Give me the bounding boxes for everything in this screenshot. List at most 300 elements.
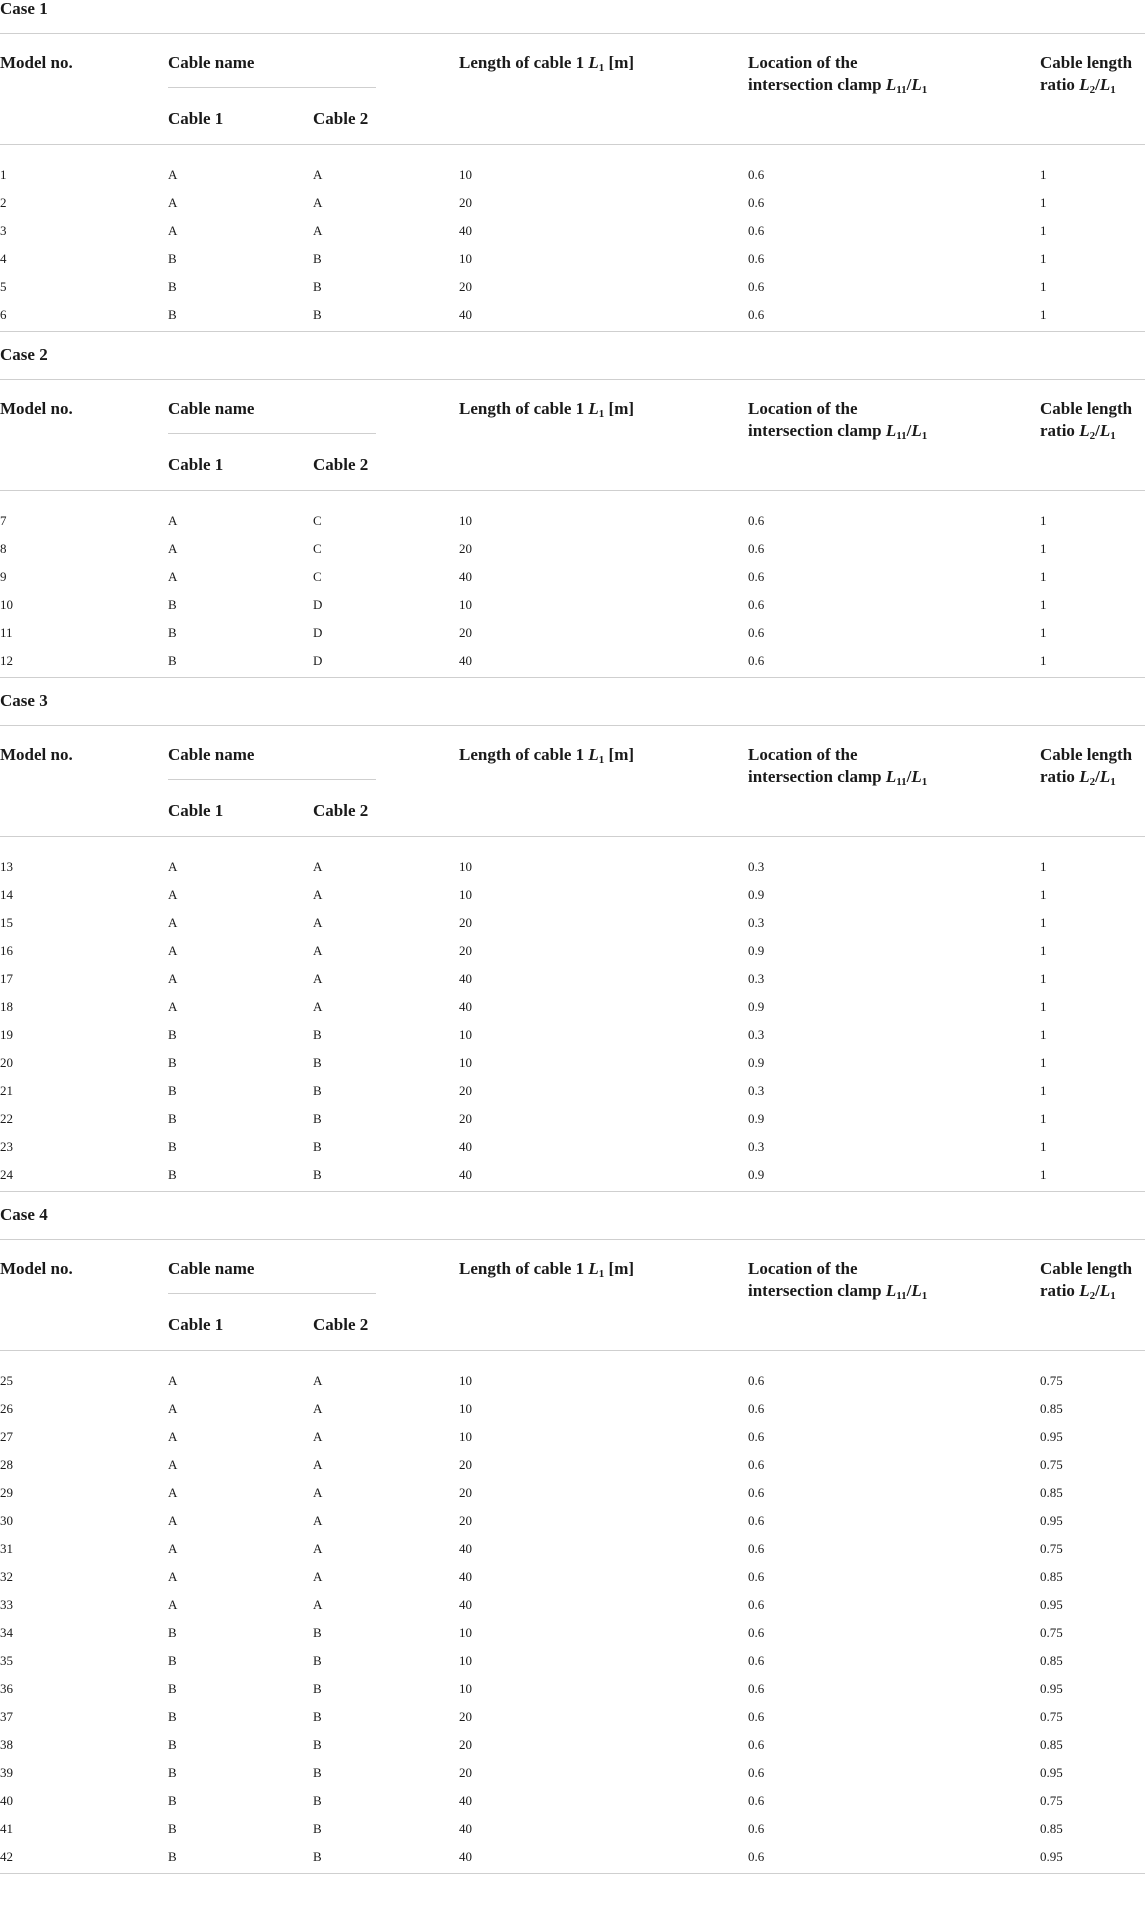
table-body <box>0 145 1145 332</box>
cell-ratio: 1 <box>1040 307 1047 322</box>
cell-model-no: 29 <box>0 1485 13 1500</box>
cell-cable-2: C <box>313 513 322 528</box>
header-location-var2: L <box>911 421 922 440</box>
header-cable-1: Cable 1 <box>168 801 224 820</box>
header-divider <box>168 87 376 88</box>
cell-length: 10 <box>459 513 472 528</box>
header-model-no: Model no. <box>0 1259 73 1278</box>
header-length-label: Length of cable 1 <box>459 399 585 418</box>
cell-cable-2: D <box>313 597 323 612</box>
cell-ratio: 1 <box>1040 513 1047 528</box>
header-cable-2: Cable 2 <box>313 455 369 474</box>
cell-model-no: 42 <box>0 1849 13 1864</box>
header-length-sub: 1 <box>598 62 605 74</box>
cell-cable-2: D <box>313 625 323 640</box>
cell-model-no: 2 <box>0 195 7 210</box>
header-model-no: Model no. <box>0 399 73 418</box>
header-location <box>748 398 988 447</box>
header-ratio-sub1: 2 <box>1089 1290 1096 1302</box>
header-ratio-var1: L <box>1079 75 1090 94</box>
header-location-sub2: 1 <box>921 776 928 788</box>
cell-cable-1: A <box>168 1401 178 1416</box>
table-row <box>0 1451 1145 1479</box>
table-row <box>0 1647 1145 1675</box>
cell-location: 0.6 <box>748 167 765 182</box>
header-location-sub1: 11 <box>896 1290 907 1302</box>
cell-length: 10 <box>459 1681 472 1696</box>
header-length-sub: 1 <box>598 408 605 420</box>
cell-length: 20 <box>459 1083 472 1098</box>
cell-length: 40 <box>459 1849 472 1864</box>
cell-cable-2: B <box>313 1793 322 1808</box>
cell-ratio: 1 <box>1040 625 1047 640</box>
cell-cable-1: B <box>168 1681 177 1696</box>
cell-length: 10 <box>459 1055 472 1070</box>
header-length-var: L <box>588 745 599 764</box>
cell-cable-2: B <box>313 1737 322 1752</box>
cell-location: 0.6 <box>748 1765 765 1780</box>
cell-ratio: 1 <box>1040 597 1047 612</box>
cell-cable-2: B <box>313 1821 322 1836</box>
cell-ratio: 0.95 <box>1040 1429 1063 1444</box>
table-row <box>0 1703 1145 1731</box>
cell-cable-2: B <box>313 251 322 266</box>
header-model-no: Model no. <box>0 53 73 72</box>
cell-cable-2: A <box>313 195 323 210</box>
cell-cable-2: B <box>313 1055 322 1070</box>
cell-length: 40 <box>459 999 472 1014</box>
cell-cable-2: A <box>313 223 323 238</box>
header-ratio-line1: Cable length <box>1040 745 1133 764</box>
case-table <box>0 692 1145 1206</box>
table-row <box>0 881 1145 909</box>
header-location-sub2: 1 <box>921 84 928 96</box>
cell-location: 0.6 <box>748 1373 765 1388</box>
header-length-unit: [m] <box>608 745 635 764</box>
cell-cable-2: B <box>313 1083 322 1098</box>
cell-ratio: 1 <box>1040 859 1047 874</box>
cell-length: 10 <box>459 1653 472 1668</box>
table-row <box>0 1049 1145 1077</box>
header-ratio-var1: L <box>1079 1281 1090 1300</box>
cell-location: 0.6 <box>748 1793 765 1808</box>
cell-cable-2: B <box>313 1139 322 1154</box>
table-row <box>0 1535 1145 1563</box>
header-ratio-slash: / <box>1095 1281 1100 1300</box>
table-row <box>0 909 1145 937</box>
cell-location: 0.6 <box>748 1681 765 1696</box>
table-row <box>0 591 1145 619</box>
header-cable-1: Cable 1 <box>168 109 224 128</box>
cell-location: 0.6 <box>748 569 765 584</box>
cell-cable-2: B <box>313 1625 322 1640</box>
table-row <box>0 1843 1145 1871</box>
cell-length: 10 <box>459 859 472 874</box>
cell-cable-1: B <box>168 1111 177 1126</box>
cell-cable-1: B <box>168 251 177 266</box>
cell-length: 10 <box>459 1625 472 1640</box>
cell-cable-2: A <box>313 971 323 986</box>
table-row <box>0 1367 1145 1395</box>
cell-cable-1: B <box>168 1737 177 1752</box>
cell-model-no: 8 <box>0 541 7 556</box>
cell-location: 0.3 <box>748 971 765 986</box>
cell-length: 40 <box>459 1569 472 1584</box>
header-ratio-line2: ratio <box>1040 1281 1075 1300</box>
cell-ratio: 1 <box>1040 279 1047 294</box>
cell-cable-1: B <box>168 279 177 294</box>
header-length <box>459 1258 634 1285</box>
cell-cable-1: A <box>168 859 178 874</box>
cell-cable-2: A <box>313 1569 323 1584</box>
header-ratio-line2: ratio <box>1040 421 1075 440</box>
header-cable-name: Cable name <box>168 399 255 418</box>
table-row <box>0 1815 1145 1843</box>
cell-cable-1: A <box>168 513 178 528</box>
header-cable-1: Cable 1 <box>168 1315 224 1334</box>
table-row <box>0 1161 1145 1189</box>
cell-length: 20 <box>459 1737 472 1752</box>
header-ratio-var2: L <box>1099 75 1111 94</box>
header-ratio <box>1040 398 1145 447</box>
header-length-sub: 1 <box>598 1268 605 1280</box>
cell-ratio: 0.85 <box>1040 1569 1063 1584</box>
header-ratio-sub2: 1 <box>1110 776 1116 788</box>
cell-model-no: 37 <box>0 1709 13 1724</box>
cell-cable-1: B <box>168 1083 177 1098</box>
cell-cable-2: B <box>313 1849 322 1864</box>
header-cable-2: Cable 2 <box>313 1315 369 1334</box>
cell-ratio: 0.85 <box>1040 1737 1063 1752</box>
cell-cable-1: A <box>168 1373 178 1388</box>
table-row <box>0 619 1145 647</box>
cell-length: 20 <box>459 541 472 556</box>
cell-model-no: 6 <box>0 307 7 322</box>
header-length <box>459 744 634 771</box>
cell-ratio: 1 <box>1040 195 1047 210</box>
cell-length: 40 <box>459 1793 472 1808</box>
header-ratio-var2: L <box>1099 1281 1111 1300</box>
cell-location: 0.6 <box>748 1849 765 1864</box>
cell-length: 10 <box>459 887 472 902</box>
cell-length: 40 <box>459 1167 472 1182</box>
cell-model-no: 40 <box>0 1793 13 1808</box>
cell-model-no: 4 <box>0 251 7 266</box>
header-location-line2: intersection clamp <box>748 1281 882 1300</box>
cell-ratio: 1 <box>1040 887 1047 902</box>
cell-ratio: 1 <box>1040 1167 1047 1182</box>
case-title: Case 1 <box>0 0 1145 34</box>
header-length-var: L <box>588 53 599 72</box>
cell-model-no: 36 <box>0 1681 13 1696</box>
cell-cable-1: B <box>168 1139 177 1154</box>
header-location-line1: Location of the <box>748 53 858 72</box>
table-row <box>0 1077 1145 1105</box>
header-ratio-sub1: 2 <box>1089 84 1096 96</box>
cell-cable-1: A <box>168 1485 178 1500</box>
header-divider <box>168 779 376 780</box>
table-row <box>0 273 1145 301</box>
header-location-line1: Location of the <box>748 745 858 764</box>
cell-cable-2: B <box>313 279 322 294</box>
header-location <box>748 744 988 793</box>
header-length-var: L <box>588 399 599 418</box>
cell-cable-1: A <box>168 195 178 210</box>
cell-model-no: 28 <box>0 1457 13 1472</box>
cell-cable-2: A <box>313 1485 323 1500</box>
table-row <box>0 1021 1145 1049</box>
cell-cable-2: B <box>313 1765 322 1780</box>
header-location-var2: L <box>911 1281 922 1300</box>
table-row <box>0 161 1145 189</box>
cell-location: 0.3 <box>748 1027 765 1042</box>
cell-cable-1: A <box>168 167 178 182</box>
cell-ratio: 1 <box>1040 999 1047 1014</box>
cell-location: 0.9 <box>748 887 765 902</box>
cell-cable-1: A <box>168 1597 178 1612</box>
header-location-line2: intersection clamp <box>748 767 882 786</box>
cell-ratio: 0.75 <box>1040 1457 1063 1472</box>
cell-ratio: 0.95 <box>1040 1849 1063 1864</box>
header-cable-name: Cable name <box>168 53 255 72</box>
cell-length: 20 <box>459 279 472 294</box>
cell-model-no: 1 <box>0 167 7 182</box>
cell-model-no: 22 <box>0 1111 13 1126</box>
header-length-unit: [m] <box>608 53 635 72</box>
cell-location: 0.9 <box>748 999 765 1014</box>
header-location-slash: / <box>906 767 912 786</box>
table-row <box>0 1731 1145 1759</box>
cell-ratio: 0.85 <box>1040 1821 1063 1836</box>
header-length-unit: [m] <box>608 1259 635 1278</box>
cell-cable-1: B <box>168 1167 177 1182</box>
header-ratio-sub2: 1 <box>1110 1290 1116 1302</box>
cell-cable-2: A <box>313 915 323 930</box>
table-row <box>0 189 1145 217</box>
table-row <box>0 301 1145 329</box>
table-row <box>0 1507 1145 1535</box>
table-row <box>0 1675 1145 1703</box>
cell-model-no: 35 <box>0 1653 13 1668</box>
header-length <box>459 398 634 425</box>
header-location <box>748 52 988 101</box>
case-table <box>0 0 1145 346</box>
cell-cable-1: B <box>168 1653 177 1668</box>
cell-model-no: 30 <box>0 1513 13 1528</box>
cell-ratio: 1 <box>1040 541 1047 556</box>
header-location-sub2: 1 <box>921 430 928 442</box>
cell-length: 20 <box>459 915 472 930</box>
cell-length: 10 <box>459 597 472 612</box>
cell-length: 40 <box>459 223 472 238</box>
header-cable-2: Cable 2 <box>313 109 369 128</box>
header-location <box>748 1258 988 1307</box>
header-length-label: Length of cable 1 <box>459 745 585 764</box>
header-length-label: Length of cable 1 <box>459 1259 585 1278</box>
cell-location: 0.3 <box>748 859 765 874</box>
cell-model-no: 16 <box>0 943 13 958</box>
cell-model-no: 17 <box>0 971 13 986</box>
cell-ratio: 1 <box>1040 1055 1047 1070</box>
header-cable-name: Cable name <box>168 745 255 764</box>
cell-model-no: 23 <box>0 1139 13 1154</box>
header-location-var1: L <box>885 75 897 94</box>
cell-cable-2: B <box>313 1167 322 1182</box>
header-location-var1: L <box>885 1281 897 1300</box>
cell-location: 0.6 <box>748 1597 765 1612</box>
header-ratio-sub1: 2 <box>1089 776 1096 788</box>
cell-ratio: 0.85 <box>1040 1653 1063 1668</box>
cell-ratio: 0.75 <box>1040 1373 1063 1388</box>
cell-location: 0.3 <box>748 1139 765 1154</box>
header-location-line2: intersection clamp <box>748 75 882 94</box>
cell-cable-1: A <box>168 569 178 584</box>
cell-ratio: 0.85 <box>1040 1485 1063 1500</box>
cell-model-no: 39 <box>0 1765 13 1780</box>
cell-location: 0.6 <box>748 1429 765 1444</box>
header-ratio-sub2: 1 <box>1110 84 1116 96</box>
cell-length: 20 <box>459 1709 472 1724</box>
cell-location: 0.6 <box>748 195 765 210</box>
cell-model-no: 41 <box>0 1821 13 1836</box>
cell-cable-2: B <box>313 1653 322 1668</box>
case-spacer <box>0 678 1145 692</box>
header-location-var1: L <box>885 767 897 786</box>
cell-ratio: 0.75 <box>1040 1625 1063 1640</box>
cell-cable-2: A <box>313 1457 323 1472</box>
cell-ratio: 0.95 <box>1040 1513 1063 1528</box>
header-ratio <box>1040 744 1145 793</box>
cell-cable-2: A <box>313 1429 323 1444</box>
cell-location: 0.6 <box>748 625 765 640</box>
header-model-no: Model no. <box>0 745 73 764</box>
header-location-line1: Location of the <box>748 399 858 418</box>
cell-cable-1: B <box>168 1821 177 1836</box>
table-row <box>0 507 1145 535</box>
header-ratio <box>1040 52 1145 101</box>
header-length-sub: 1 <box>598 754 605 766</box>
cell-location: 0.3 <box>748 1083 765 1098</box>
case-title: Case 4 <box>0 1206 1145 1240</box>
cell-model-no: 21 <box>0 1083 13 1098</box>
header-ratio-sub2: 1 <box>1110 430 1116 442</box>
table-row <box>0 1395 1145 1423</box>
case-table <box>0 1206 1145 1874</box>
cell-ratio: 1 <box>1040 915 1047 930</box>
cell-ratio: 0.95 <box>1040 1597 1063 1612</box>
table-row <box>0 563 1145 591</box>
header-location-line1: Location of the <box>748 1259 858 1278</box>
cell-cable-1: B <box>168 1027 177 1042</box>
table-row <box>0 965 1145 993</box>
cell-ratio: 1 <box>1040 1139 1047 1154</box>
cell-location: 0.6 <box>748 1653 765 1668</box>
cell-location: 0.6 <box>748 597 765 612</box>
cell-location: 0.6 <box>748 1401 765 1416</box>
cell-location: 0.9 <box>748 1167 765 1182</box>
cell-ratio: 1 <box>1040 569 1047 584</box>
cell-location: 0.6 <box>748 1569 765 1584</box>
header-location-var2: L <box>911 75 922 94</box>
cell-cable-2: C <box>313 541 322 556</box>
table-body <box>0 1351 1145 1874</box>
table-row <box>0 1133 1145 1161</box>
header-length-unit: [m] <box>608 399 635 418</box>
header-location-slash: / <box>906 1281 912 1300</box>
header-location-sub2: 1 <box>921 1290 928 1302</box>
cell-location: 0.9 <box>748 1111 765 1126</box>
header-ratio-var2: L <box>1099 421 1111 440</box>
cell-length: 20 <box>459 195 472 210</box>
cell-model-no: 32 <box>0 1569 13 1584</box>
header-location-var1: L <box>885 421 897 440</box>
cell-location: 0.6 <box>748 223 765 238</box>
header-ratio-line2: ratio <box>1040 767 1075 786</box>
cell-cable-1: A <box>168 1457 178 1472</box>
cell-length: 10 <box>459 167 472 182</box>
header-length <box>459 52 634 79</box>
cell-model-no: 27 <box>0 1429 13 1444</box>
header-cable-name: Cable name <box>168 1259 255 1278</box>
header-location-sub1: 11 <box>896 430 907 442</box>
cell-cable-1: B <box>168 1793 177 1808</box>
header-location-line2: intersection clamp <box>748 421 882 440</box>
cell-cable-2: A <box>313 167 323 182</box>
cell-cable-1: B <box>168 307 177 322</box>
cell-model-no: 31 <box>0 1541 13 1556</box>
cell-ratio: 0.75 <box>1040 1541 1063 1556</box>
cell-ratio: 1 <box>1040 1027 1047 1042</box>
cell-cable-1: B <box>168 653 177 668</box>
header-ratio-line1: Cable length <box>1040 399 1133 418</box>
cell-cable-1: A <box>168 999 178 1014</box>
cell-model-no: 18 <box>0 999 13 1014</box>
cell-location: 0.3 <box>748 915 765 930</box>
cell-cable-2: A <box>313 859 323 874</box>
cell-ratio: 0.95 <box>1040 1681 1063 1696</box>
header-cable-1: Cable 1 <box>168 455 224 474</box>
cell-length: 20 <box>459 1485 472 1500</box>
cell-ratio: 1 <box>1040 653 1047 668</box>
cell-cable-1: A <box>168 1513 178 1528</box>
cell-ratio: 1 <box>1040 971 1047 986</box>
table-row <box>0 1105 1145 1133</box>
cell-cable-2: D <box>313 653 323 668</box>
cell-location: 0.6 <box>748 1709 765 1724</box>
cell-length: 40 <box>459 1821 472 1836</box>
cell-location: 0.6 <box>748 307 765 322</box>
cell-cable-2: A <box>313 887 323 902</box>
cell-length: 40 <box>459 971 472 986</box>
cell-location: 0.6 <box>748 513 765 528</box>
table-row <box>0 535 1145 563</box>
table-row <box>0 1619 1145 1647</box>
case-spacer <box>0 332 1145 346</box>
cell-cable-1: B <box>168 1055 177 1070</box>
cell-ratio: 0.75 <box>1040 1793 1063 1808</box>
table-header <box>0 726 1145 837</box>
cell-cable-1: A <box>168 943 178 958</box>
header-ratio-line1: Cable length <box>1040 53 1133 72</box>
table-row <box>0 993 1145 1021</box>
cell-ratio: 1 <box>1040 943 1047 958</box>
cell-length: 10 <box>459 1401 472 1416</box>
cell-cable-2: B <box>313 1027 322 1042</box>
cell-length: 20 <box>459 625 472 640</box>
cell-length: 20 <box>459 1457 472 1472</box>
cell-cable-1: B <box>168 1625 177 1640</box>
cell-model-no: 13 <box>0 859 13 874</box>
